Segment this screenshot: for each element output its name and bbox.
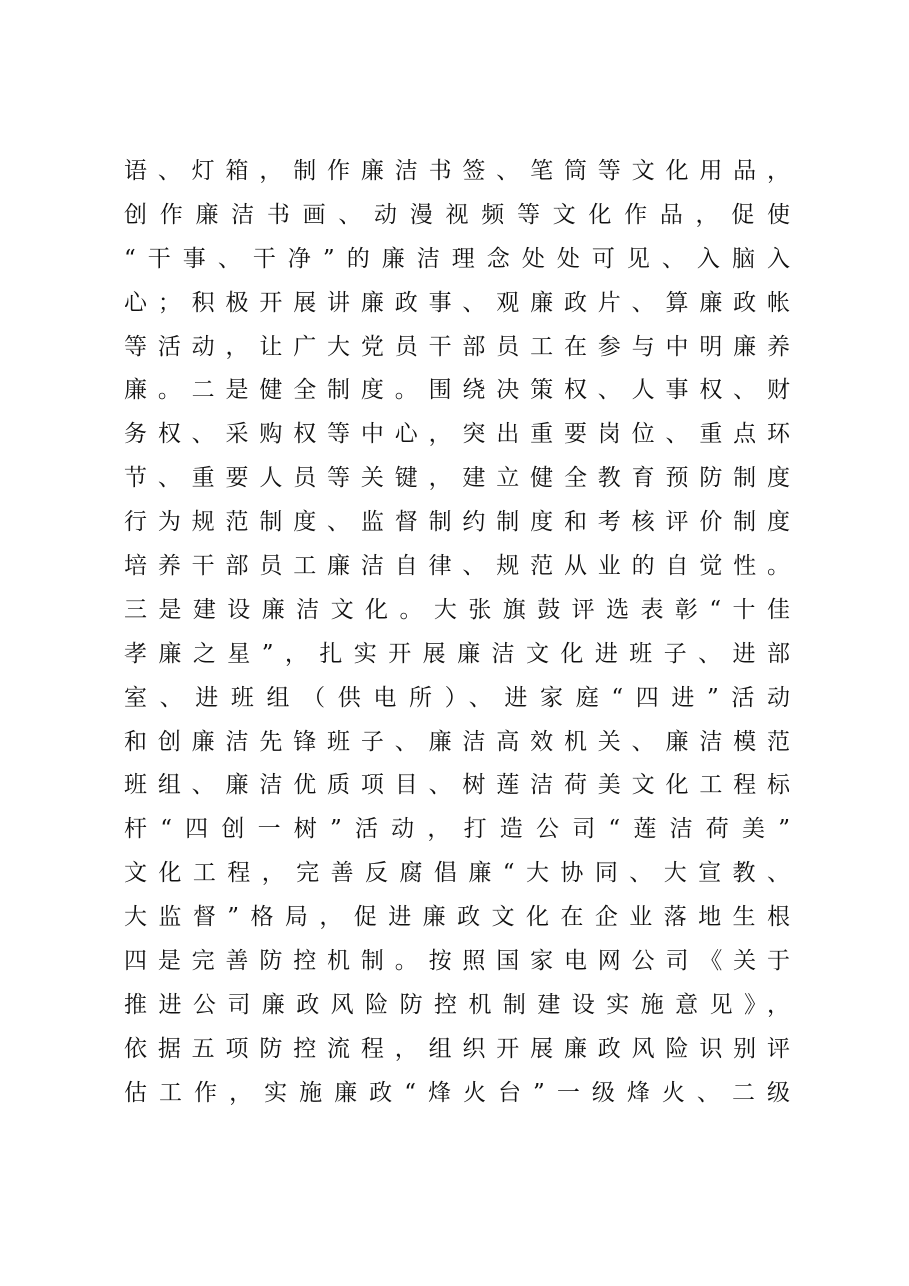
- text-line-3: “干事、干净”的廉洁理念处处可见、入脑入: [124, 245, 790, 272]
- text-line-14: 和创廉洁先锋班子、廉洁高效机关、廉洁模范: [124, 728, 790, 755]
- text-line-6: 廉。二是健全制度。围绕决策权、人事权、财: [124, 377, 790, 404]
- body-text: [124, 150, 790, 1116]
- text-line-1: 语、灯箱，制作廉洁书签、笔筒等文化用品，: [124, 158, 790, 184]
- text-line-5: 等活动，让广大党员干部员工在参与中明廉养: [124, 333, 790, 360]
- text-line-13: 室、进班组（供电所）、进家庭“四进”活动: [124, 684, 790, 711]
- text-line-8: 节、重要人员等关键，建立健全教育预防制度: [124, 465, 790, 492]
- text-line-11: 三是建设廉洁文化。大张旗鼓评选表彰“十佳: [124, 596, 790, 623]
- text-line-7: 务权、采购权等中心，突出重要岗位、重点环: [124, 421, 790, 448]
- text-line-16: 杆“四创一树”活动，打造公司“莲洁荷美”: [124, 816, 790, 843]
- text-line-19: 四是完善防控机制。按照国家电网公司《关于: [124, 948, 790, 975]
- text-line-12: 孝廉之星”，扎实开展廉洁文化进班子、进部: [124, 640, 790, 667]
- text-line-9: 行为规范制度、监督制约制度和考核评价制度: [124, 509, 790, 536]
- text-line-18: 大监督”格局，促进廉政文化在企业落地生根: [124, 904, 790, 931]
- text-line-20: 推进公司廉政风险防控机制建设实施意见》，: [124, 991, 790, 1018]
- text-line-2: 创作廉洁书画、动漫视频等文化作品，促使: [124, 201, 790, 228]
- text-line-4: 心；积极开展讲廉政事、观廉政片、算廉政帐: [124, 289, 790, 316]
- text-line-15: 班组、廉洁优质项目、树莲洁荷美文化工程标: [124, 772, 790, 799]
- text-line-22: 估工作，实施廉政“烽火台”一级烽火、二级: [124, 1079, 790, 1106]
- text-line-21: 依据五项防控流程，组织开展廉政风险识别评: [124, 1035, 790, 1062]
- text-line-10: 培养干部员工廉洁自律、规范从业的自觉性。: [124, 553, 790, 580]
- text-line-17: 文化工程，完善反腐倡廉“大协同、大宣教、: [124, 860, 790, 887]
